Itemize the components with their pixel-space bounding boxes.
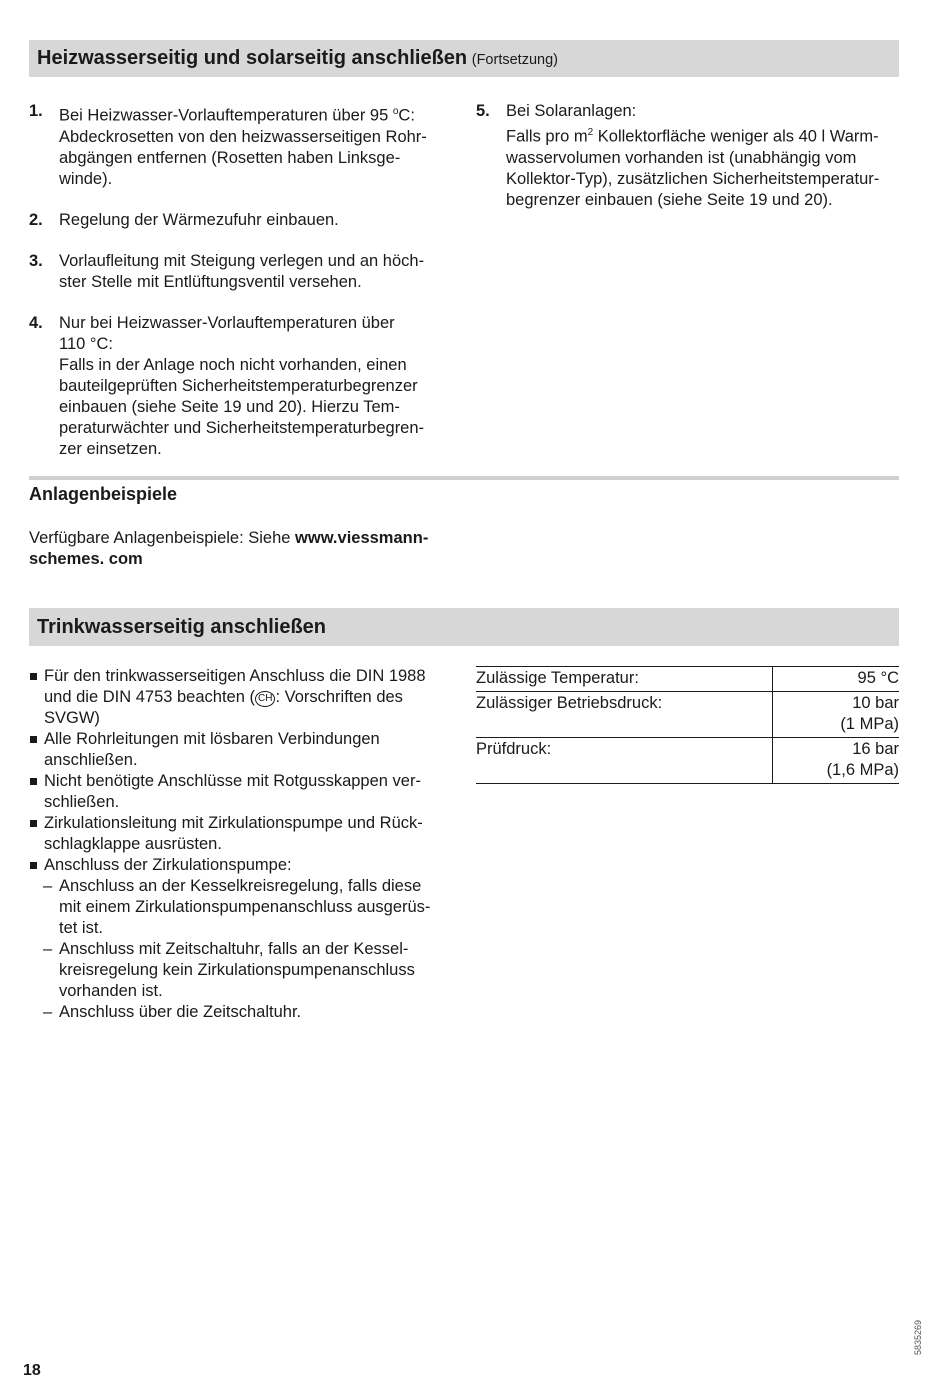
step-number: 4.	[29, 313, 43, 332]
step-number: 2.	[29, 210, 43, 229]
bullet-text: : Vorschriften des	[275, 688, 403, 706]
bullet-square-icon	[30, 673, 37, 680]
step-3	[29, 251, 459, 293]
step-text: 110 °C:	[59, 334, 113, 353]
bullet-text: Zirkulationsleitung mit Zirkulationspumpe und Rück-	[44, 814, 423, 832]
spec-table	[476, 666, 899, 784]
anlagen-text	[29, 528, 469, 570]
bullet-text: Anschluss der Zirkulationspumpe:	[44, 856, 292, 874]
bullet-text: anschließen.	[44, 751, 138, 769]
dash-marker: –	[43, 940, 53, 958]
bullet-text: SVGW)	[44, 709, 100, 727]
sub-item-text: mit einem Zirkulationspumpenanschluss ausgerüs-	[59, 898, 431, 916]
section-title-suffix: (Fortsetzung)	[471, 52, 558, 68]
bullet-text: schließen.	[44, 793, 120, 811]
bullet-square-icon	[30, 736, 37, 743]
section-header-trinkwasser	[29, 608, 899, 646]
bullet-square-icon	[30, 778, 37, 785]
sub-item-text: Anschluss an der Kesselkreisregelung, falls diese	[59, 877, 422, 895]
step-text: Falls pro m	[506, 127, 588, 146]
sub-item-text: Anschluss über die Zeitschaltuhr.	[59, 1003, 302, 1021]
table-row	[476, 667, 899, 692]
bullet-text: schlagklappe ausrüsten.	[44, 835, 222, 853]
trinkwasser-bullets	[29, 666, 459, 1023]
step-text: winde).	[59, 169, 113, 188]
step-text: Kollektor-Typ), zusätzlichen Sicherheitstemperatur-	[506, 169, 880, 188]
list-item	[29, 771, 459, 813]
ch-country-icon: CH	[255, 691, 275, 707]
list-item	[29, 666, 459, 729]
document-code: 5835269	[913, 1319, 923, 1355]
spec-label: Prüfdruck:	[476, 738, 773, 784]
spec-value	[773, 692, 900, 738]
step-text: peraturwächter und Sicherheitstemperaturbegren-	[59, 418, 425, 437]
step-text: zer einsetzen.	[59, 439, 162, 458]
step-text: ster Stelle mit Entlüftungsventil versehen.	[59, 272, 362, 291]
spec-value-primary: 10 bar	[852, 694, 899, 712]
dash-marker: –	[43, 1003, 53, 1021]
sub-list-item	[29, 939, 459, 1002]
steps-left-column	[29, 101, 459, 460]
step-text: Abdeckrosetten von den heizwasserseitigen Rohr-	[59, 127, 427, 146]
step-text: Nur bei Heizwasser-Vorlauftemperaturen über	[59, 313, 395, 332]
bullet-text: Alle Rohrleitungen mit lösbaren Verbindungen	[44, 730, 380, 748]
spec-label: Zulässiger Betriebsdruck:	[476, 692, 773, 738]
bullet-square-icon	[30, 820, 37, 827]
step-2	[29, 210, 459, 231]
page-number: 18	[23, 1362, 41, 1379]
list-item	[29, 813, 459, 855]
step-number: 3.	[29, 251, 43, 270]
anlagen-link-continued[interactable]: schemes. com	[29, 550, 143, 568]
dash-marker: –	[43, 877, 53, 895]
step-text: Falls in der Anlage noch nicht vorhanden, einen	[59, 355, 407, 374]
steps-right-column	[476, 101, 906, 211]
spec-value-secondary: (1 MPa)	[840, 715, 899, 733]
step-text: Vorlaufleitung mit Steigung verlegen und an höch-	[59, 251, 425, 270]
spec-value-primary: 16 bar	[852, 740, 899, 758]
step-text: Bei Solaranlagen:	[506, 102, 637, 120]
sub-list-item	[29, 876, 459, 939]
sub-item-text: tet ist.	[59, 919, 104, 937]
anlagen-link[interactable]: www.viessmann-	[295, 529, 429, 547]
anlagen-title: Anlagenbeispiele	[29, 484, 178, 504]
degree-superscript: o	[392, 106, 399, 117]
bullet-text: Nicht benötigte Anschlüsse mit Rotgusskappen ver-	[44, 772, 421, 790]
step-text: einbauen (siehe Seite 19 und 20). Hierzu Tem-	[59, 397, 400, 416]
step-text: begrenzer einbauen (siehe Seite 19 und 20).	[506, 190, 833, 209]
step-text: C:	[398, 106, 415, 125]
step-1	[29, 101, 459, 190]
bullet-square-icon	[30, 862, 37, 869]
section-title: Heizwasserseitig und solarseitig anschließen	[37, 47, 468, 69]
spec-value	[773, 667, 900, 692]
spec-value-secondary: (1,6 MPa)	[826, 761, 899, 779]
spec-label: Zulässige Temperatur:	[476, 667, 773, 692]
step-number: 5.	[476, 102, 490, 120]
step-text: Kollektorfläche weniger als 40 l Warm-	[593, 127, 879, 146]
list-item	[29, 855, 459, 876]
sub-item-text: kreisregelung kein Zirkulationspumpenanschluss	[59, 961, 415, 979]
sub-item-text: vorhanden ist.	[59, 982, 163, 1000]
table-row	[476, 738, 899, 784]
step-text: Regelung der Wärmezufuhr einbauen.	[59, 210, 339, 229]
step-4	[29, 313, 459, 460]
spec-value-primary: 95 °C	[857, 669, 899, 687]
section-divider	[29, 476, 899, 480]
bullet-text: und die DIN 4753 beachten (	[44, 688, 255, 706]
section-header-heizwasser	[29, 40, 899, 77]
sub-list-item	[29, 1002, 459, 1023]
step-text: wasservolumen vorhanden ist (unabhängig vom	[506, 148, 857, 167]
step-text: abgängen entfernen (Rosetten haben Linksge-	[59, 148, 401, 167]
section-title: Trinkwasserseitig anschließen	[37, 616, 327, 638]
step-5	[476, 101, 906, 211]
squared-superscript: 2	[587, 127, 594, 138]
step-text: Bei Heizwasser-Vorlauftemperaturen über 95	[59, 106, 393, 125]
sub-item-text: Anschluss mit Zeitschaltuhr, falls an der Kessel-	[59, 940, 409, 958]
step-number: 1.	[29, 102, 43, 120]
table-row	[476, 692, 899, 738]
anlagen-text-label: Verfügbare Anlagenbeispiele: Siehe	[29, 529, 296, 547]
list-item	[29, 729, 459, 771]
spec-value	[773, 738, 900, 784]
bullet-text: Für den trinkwasserseitigen Anschluss die DIN 1988	[44, 667, 426, 685]
step-text: bauteilgeprüften Sicherheitstemperaturbegrenzer	[59, 376, 418, 395]
